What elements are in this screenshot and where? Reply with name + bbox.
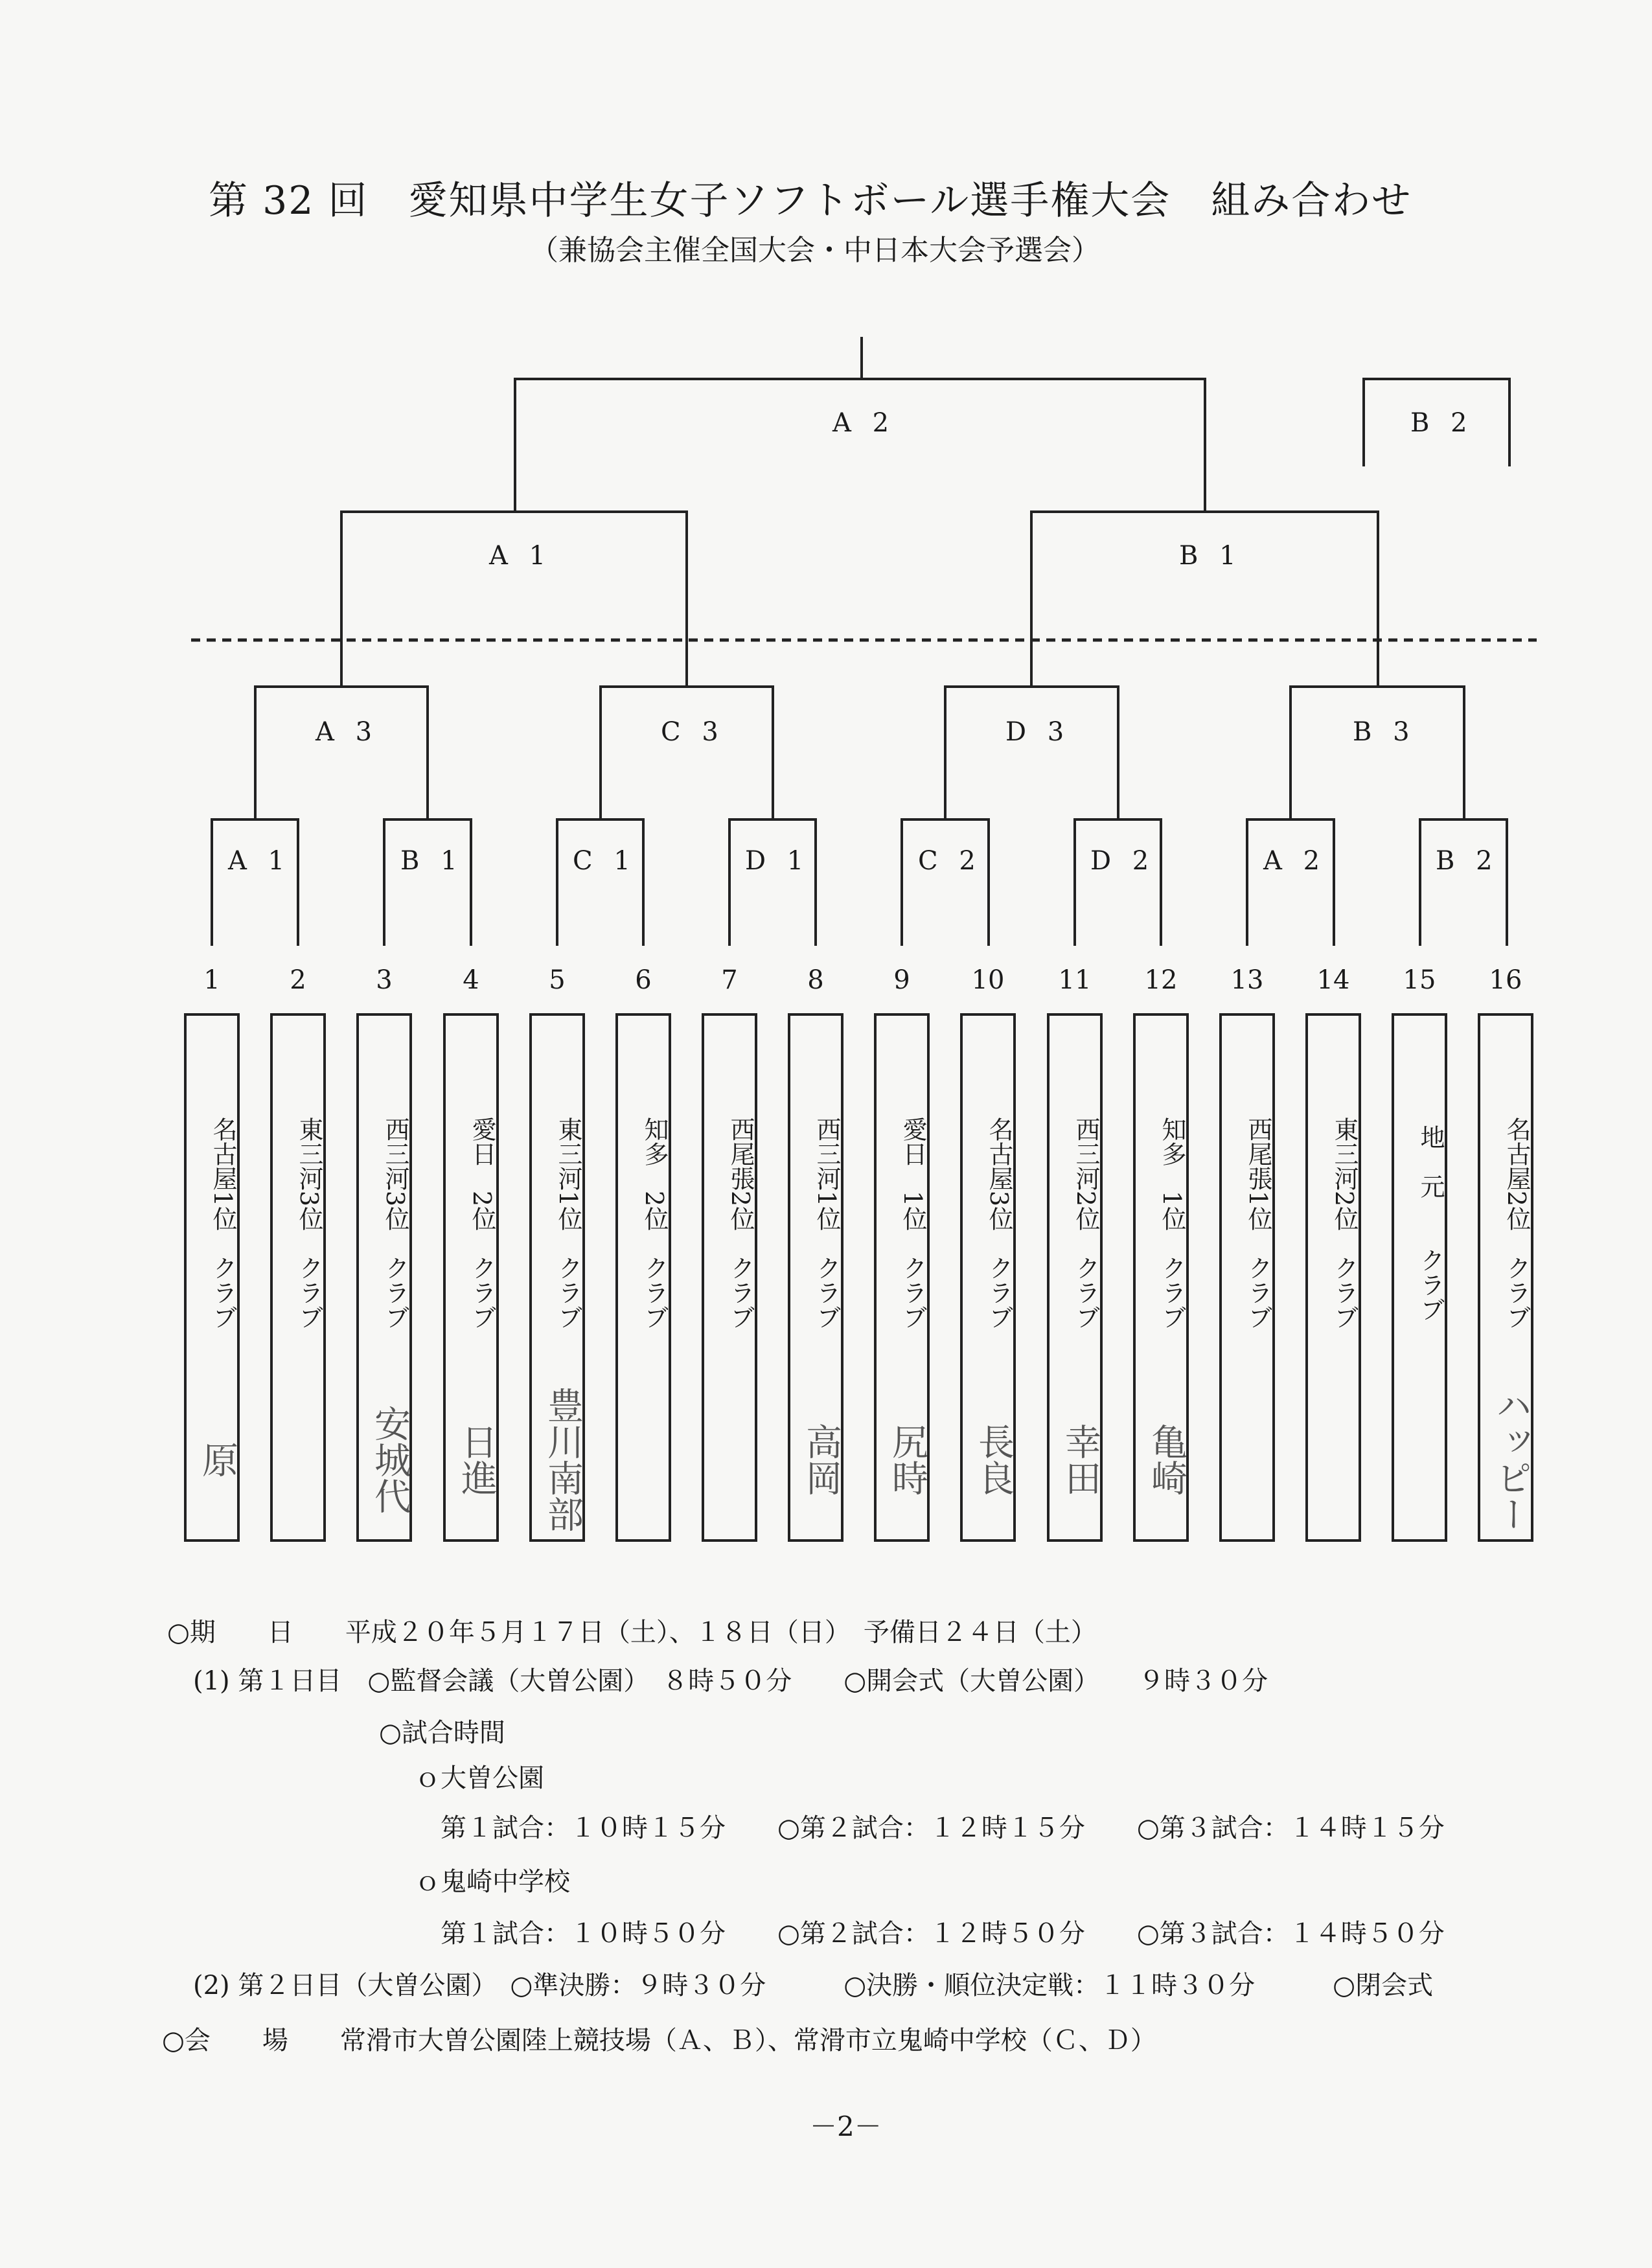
- team-box: [529, 1013, 585, 1542]
- handwritten-team: 安城代: [369, 1405, 411, 1514]
- team-box: [443, 1013, 499, 1542]
- seed-number: 9: [893, 965, 910, 995]
- bracket-line: [1291, 687, 1464, 819]
- team-label: 東三河2位 クラブ: [1330, 1116, 1359, 1330]
- team-label: 愛日 2位 クラブ: [468, 1116, 496, 1330]
- seed-number: 4: [463, 965, 479, 995]
- bracket-label-final: A 2: [832, 408, 896, 438]
- page-title: 第 32 回 愛知県中学生女子ソフトボール選手権大会 組み合わせ: [209, 178, 1412, 223]
- bracket-line: [601, 687, 773, 819]
- info-match-time-label: ○試合時間: [379, 1718, 505, 1748]
- team-label: 知多 2位 クラブ: [640, 1116, 669, 1330]
- bracket-label-round1: A 1: [228, 846, 292, 876]
- info-day2: (2) 第２日目（大曽公園） ○準決勝：９時３０分 ○決勝・順位決定戦：１１時３０分 ○閉会式: [193, 1971, 1434, 2000]
- team-box: [1133, 1013, 1189, 1542]
- team-box: [702, 1013, 757, 1542]
- info-venue2-times: 第１試合：１０時５０分 ○第２試合：１２時５０分 ○第３試合：１４時５０分: [441, 1919, 1445, 1949]
- team-label: 愛日 1位 クラブ: [899, 1116, 927, 1330]
- bracket-line: [902, 819, 989, 946]
- team-label: 西三河3位 クラブ: [381, 1116, 409, 1330]
- team-box: [1219, 1013, 1275, 1542]
- handwritten-team: [1308, 1379, 1359, 1541]
- team-box: [1305, 1013, 1361, 1542]
- team-label: 西尾張2位 クラブ: [726, 1116, 755, 1330]
- seed-number: 12: [1144, 965, 1178, 995]
- seed-number: 11: [1058, 965, 1092, 995]
- team-label: 東三河1位 クラブ: [554, 1116, 582, 1330]
- team-box: [788, 1013, 843, 1542]
- team-box: [615, 1013, 671, 1542]
- seed-number: 3: [376, 965, 393, 995]
- info-venue2: ｏ鬼崎中学校: [415, 1867, 570, 1897]
- team-box: [1392, 1013, 1447, 1542]
- team-label: 名古屋2位 クラブ: [1502, 1116, 1531, 1330]
- team-label: 西尾張1位 クラブ: [1244, 1116, 1272, 1330]
- bracket-line: [341, 512, 687, 687]
- info-date: ○期 日 平成２０年５月１７日（土）、１８日（日） 予備日２４日（土）: [167, 1618, 1097, 1647]
- info-day1: (1) 第１日目 ○監督会議（大曽公園） ８時５０分 ○開会式（大曽公園） ９時３０分: [193, 1666, 1268, 1696]
- seed-number: 13: [1230, 965, 1264, 995]
- team-box: [270, 1013, 326, 1542]
- bracket-label-round1: C 2: [918, 846, 982, 876]
- bracket-label-round1: B 2: [1436, 846, 1499, 876]
- bracket-label-round1: C 1: [573, 846, 637, 876]
- bracket-label-quarter: D 3: [1005, 717, 1071, 747]
- handwritten-team: [1222, 1379, 1272, 1541]
- handwritten-team: 亀崎: [1145, 1423, 1187, 1496]
- team-label: 名古屋1位 クラブ: [209, 1116, 237, 1330]
- bracket-line: [1075, 819, 1161, 946]
- handwritten-team: 尻時: [886, 1423, 928, 1496]
- team-label: 地 元 クラブ: [1416, 1125, 1445, 1322]
- bracket-line: [212, 819, 298, 946]
- seed-number: 14: [1316, 965, 1350, 995]
- bracket-label-semi: A 1: [489, 541, 553, 571]
- team-label: 名古屋3位 クラブ: [985, 1116, 1013, 1330]
- handwritten-team: ハッピー: [1490, 1387, 1532, 1532]
- bracket-line: [1247, 819, 1334, 946]
- seed-number: 6: [635, 965, 652, 995]
- team-label: 知多 1位 クラブ: [1158, 1116, 1186, 1330]
- team-box: [184, 1013, 240, 1542]
- team-box: [1047, 1013, 1103, 1542]
- seed-number: 16: [1489, 965, 1522, 995]
- info-venue: ○会 場 常滑市大曽公園陸上競技場（Ａ、Ｂ）、常滑市立鬼崎中学校（Ｃ、Ｄ）: [162, 2026, 1156, 2056]
- bracket-label-side: B 2: [1410, 408, 1474, 438]
- bracket-line: [1031, 512, 1378, 687]
- bracket-line: [557, 819, 643, 946]
- handwritten-team: 幸田: [1059, 1423, 1101, 1496]
- team-box: [1478, 1013, 1533, 1542]
- bracket-line: [384, 819, 471, 946]
- info-venue1-times: 第１試合：１０時１５分 ○第２試合：１２時１５分 ○第３試合：１４時１５分: [441, 1813, 1445, 1843]
- handwritten-team: [273, 1379, 323, 1541]
- team-box: [874, 1013, 930, 1542]
- handwritten-team: [618, 1379, 669, 1541]
- handwritten-team: 豊川南部: [542, 1387, 584, 1532]
- info-venue1: ｏ大曽公園: [415, 1763, 544, 1793]
- seed-number: 1: [203, 965, 220, 995]
- bracket-label-quarter: B 3: [1353, 717, 1416, 747]
- bracket-line: [729, 819, 816, 946]
- team-label: 西三河1位 クラブ: [812, 1116, 841, 1330]
- seed-number: 8: [807, 965, 824, 995]
- bracket-label-semi: B 1: [1179, 541, 1243, 571]
- bracket-line: [255, 687, 428, 819]
- seed-number: 2: [290, 965, 306, 995]
- bracket-label-quarter: C 3: [661, 717, 725, 747]
- handwritten-team: 高岡: [800, 1423, 842, 1496]
- handwritten-team: 日進: [455, 1423, 498, 1496]
- bracket-label-round1: A 2: [1263, 846, 1327, 876]
- bracket-line: [1420, 819, 1507, 946]
- bracket-line: [515, 379, 1205, 512]
- handwritten-team: [704, 1379, 755, 1541]
- bracket-label-round1: B 1: [400, 846, 464, 876]
- seed-number: 5: [549, 965, 566, 995]
- team-box: [356, 1013, 412, 1542]
- bracket-line: [945, 687, 1118, 819]
- handwritten-team: 長良: [972, 1423, 1015, 1496]
- page-number: －2－: [810, 2111, 882, 2142]
- team-label: 西三河2位 クラブ: [1072, 1116, 1100, 1330]
- seed-number: 7: [721, 965, 738, 995]
- bracket-label-quarter: A 3: [315, 717, 379, 747]
- page-subtitle: （兼協会主催全国大会・中日本大会予選会）: [530, 234, 1100, 267]
- seed-number: 15: [1403, 965, 1436, 995]
- handwritten-team: 原: [196, 1441, 238, 1478]
- seed-number: 10: [971, 965, 1005, 995]
- handwritten-team: [1394, 1379, 1445, 1541]
- bracket-label-round1: D 1: [745, 846, 810, 876]
- team-box: [960, 1013, 1016, 1542]
- team-label: 東三河3位 クラブ: [295, 1116, 323, 1330]
- bracket-label-round1: D 2: [1090, 846, 1156, 876]
